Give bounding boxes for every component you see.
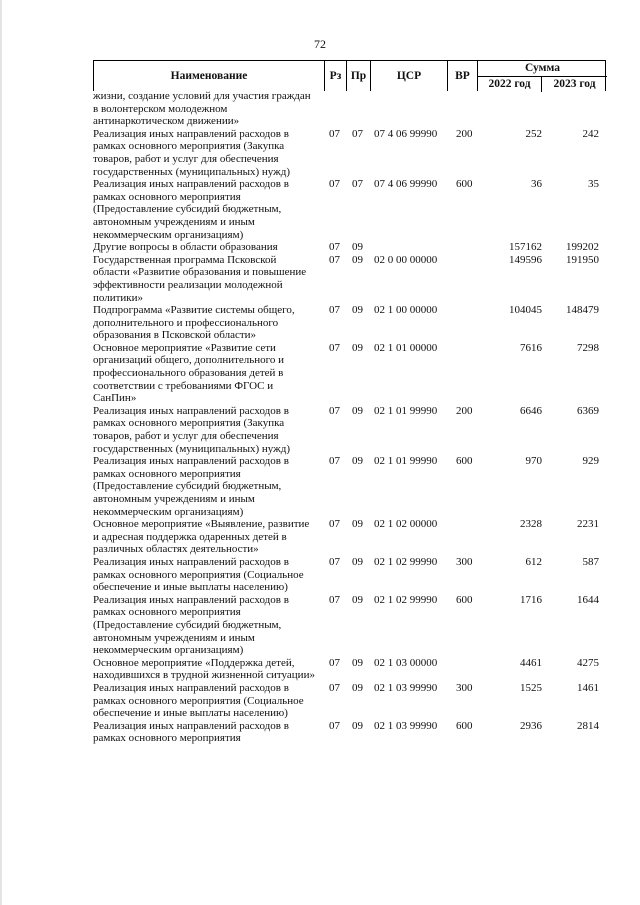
cell-name: Реализация иных направлений расходов в рамках основного мероприятия (Закупка товаров, работ и услуг для обеспечения государственных (муниципальных) нужд) xyxy=(93,127,290,178)
cell-pr: 09 xyxy=(352,253,363,266)
cell-csr: 02 1 00 00000 xyxy=(374,304,438,317)
cell-2022: 1716 xyxy=(520,593,542,606)
cell-2022: 104045 xyxy=(509,304,542,317)
table-row xyxy=(93,455,608,518)
cell-pr: 09 xyxy=(352,341,363,354)
cell-name: Основное мероприятие «Развитие сети организаций общего, дополнительного и профессионального образования детей в соответствии с требованиями ФГОС и СанПин» xyxy=(93,341,285,405)
cell-2023: 7298 xyxy=(577,341,599,354)
cell-rz: 07 xyxy=(329,241,340,254)
cell-vr: 200 xyxy=(456,127,473,140)
cell-rz: 07 xyxy=(329,253,340,266)
header-year-2022: 2022 год xyxy=(478,76,542,92)
table-body xyxy=(93,90,608,745)
table-row xyxy=(93,594,608,657)
cell-2022: 6646 xyxy=(520,404,542,417)
cell-rz: 07 xyxy=(329,681,340,694)
header-sum-title: Сумма xyxy=(478,61,607,77)
cell-vr: 600 xyxy=(456,593,473,606)
cell-2023: 1461 xyxy=(577,681,599,694)
cell-name: Реализация иных направлений расходов в рамках основного мероприятия (Социальное обеспечение и иные выплаты населению) xyxy=(93,555,304,594)
cell-vr: 300 xyxy=(456,681,473,694)
header-year-2023: 2023 год xyxy=(553,78,596,90)
cell-rz: 07 xyxy=(329,455,340,468)
cell-pr: 09 xyxy=(352,404,363,417)
cell-name: Реализация иных направлений расходов в рамках основного мероприятия (Предоставление субсидий бюджетным, автономным учреждениям и иным некоммерческим организациям) xyxy=(93,455,289,518)
cell-name: Основное мероприятие «Выявление, развитие и адресная поддержка одаренных детей в различных областях деятельности» xyxy=(93,518,310,556)
cell-name: Подпрограмма «Развитие системы общего, дополнительного и профессионального образования в Псковской области» xyxy=(93,304,295,342)
cell-2022: 7616 xyxy=(520,341,542,354)
cell-csr: 07 4 06 99990 xyxy=(374,127,438,140)
cell-name: Основное мероприятие «Поддержка детей, находившихся в трудной жизненной ситуации» xyxy=(93,656,315,682)
header-rz: Рз xyxy=(324,60,346,91)
table-row xyxy=(93,556,608,594)
table-row xyxy=(93,342,608,405)
cell-rz: 07 xyxy=(329,127,340,140)
table-row xyxy=(93,657,608,682)
cell-2022: 149596 xyxy=(509,253,542,266)
cell-pr: 09 xyxy=(352,304,363,317)
cell-rz: 07 xyxy=(329,304,340,317)
cell-2023: 242 xyxy=(582,127,599,140)
cell-2023: 148479 xyxy=(566,304,599,317)
cell-pr: 09 xyxy=(352,656,363,669)
cell-pr: 09 xyxy=(352,518,363,531)
table-row xyxy=(93,254,608,304)
header-pr: Пр xyxy=(346,60,370,91)
cell-pr: 09 xyxy=(352,555,363,568)
cell-rz: 07 xyxy=(329,178,340,191)
cell-pr: 09 xyxy=(352,593,363,606)
cell-name: Государственная программа Псковской области «Развитие образования и повышение эффективности реализации молодежной политики» xyxy=(93,253,307,304)
cell-csr: 02 1 01 99990 xyxy=(374,455,438,468)
cell-csr: 02 1 01 99990 xyxy=(374,404,438,417)
cell-2022: 36 xyxy=(531,178,542,191)
table-row xyxy=(93,128,608,178)
cell-rz: 07 xyxy=(329,341,340,354)
cell-2023: 929 xyxy=(582,455,599,468)
cell-csr: 07 4 06 99990 xyxy=(374,178,438,191)
cell-2023: 2814 xyxy=(577,719,599,732)
cell-2022: 4461 xyxy=(520,656,542,669)
table-row xyxy=(93,720,608,745)
cell-name: Реализация иных направлений расходов в рамках основного мероприятия (Предоставление субсидий бюджетным, автономным учреждениям и иным некоммерческим организациям) xyxy=(93,593,289,657)
cell-csr: 02 1 01 00000 xyxy=(374,341,438,354)
table-row xyxy=(93,518,608,556)
cell-csr: 02 1 03 99990 xyxy=(374,719,438,732)
cell-rz: 07 xyxy=(329,656,340,669)
cell-pr: 07 xyxy=(352,127,363,140)
cell-2023: 587 xyxy=(582,555,599,568)
cell-2023: 191950 xyxy=(566,253,599,266)
cell-vr: 600 xyxy=(456,178,473,191)
page-edge xyxy=(0,0,2,905)
cell-2022: 970 xyxy=(525,455,542,468)
cell-vr: 600 xyxy=(456,455,473,468)
cell-rz: 07 xyxy=(329,719,340,732)
cell-2022: 252 xyxy=(525,127,542,140)
cell-2022: 157162 xyxy=(509,241,542,254)
table-row xyxy=(93,405,608,455)
cell-pr: 09 xyxy=(352,241,363,254)
cell-rz: 07 xyxy=(329,404,340,417)
header-sum xyxy=(477,60,606,91)
cell-name: Реализация иных направлений расходов в рамках основного мероприятия xyxy=(93,719,289,745)
cell-2023: 199202 xyxy=(566,241,599,254)
cell-rz: 07 xyxy=(329,518,340,531)
cell-name: Реализация иных направлений расходов в рамках основного мероприятия (Закупка товаров, работ и услуг для обеспечения государственных (муниципальных) нужд) xyxy=(93,404,290,455)
cell-name: Другие вопросы в области образования xyxy=(93,241,278,254)
cell-2023: 35 xyxy=(588,178,599,191)
cell-vr: 300 xyxy=(456,555,473,568)
header-name: Наименование xyxy=(93,60,324,91)
cell-rz: 07 xyxy=(329,593,340,606)
table-row xyxy=(93,178,608,241)
cell-2022: 2936 xyxy=(520,719,542,732)
cell-name: Реализация иных направлений расходов в рамках основного мероприятия (Социальное обеспечение и иные выплаты населению) xyxy=(93,681,304,720)
table-row xyxy=(93,90,608,128)
cell-vr: 200 xyxy=(456,404,473,417)
cell-rz: 07 xyxy=(329,555,340,568)
header-csr: ЦСР xyxy=(370,60,447,91)
cell-2023: 1644 xyxy=(577,593,599,606)
cell-name: жизни, создание условий для участия граждан в волонтерском молодежном антинаркотическом движении» xyxy=(93,90,311,128)
cell-name: Реализация иных направлений расходов в рамках основного мероприятия (Предоставление субсидий бюджетным, автономным учреждениям и иным некоммерческим организациям) xyxy=(93,178,289,241)
table-header xyxy=(93,60,606,91)
page-number: 72 xyxy=(314,37,326,51)
cell-pr: 09 xyxy=(352,455,363,468)
cell-csr: 02 1 02 00000 xyxy=(374,518,438,531)
cell-pr: 09 xyxy=(352,719,363,732)
cell-csr: 02 1 02 99990 xyxy=(374,593,438,606)
cell-csr: 02 1 03 99990 xyxy=(374,681,438,694)
cell-csr: 02 0 00 00000 xyxy=(374,253,438,266)
cell-2023: 4275 xyxy=(577,656,599,669)
cell-2023: 2231 xyxy=(577,518,599,531)
cell-csr: 02 1 03 00000 xyxy=(374,656,438,669)
cell-pr: 07 xyxy=(352,178,363,191)
table-row xyxy=(93,241,608,254)
cell-2022: 612 xyxy=(525,555,542,568)
cell-2022: 1525 xyxy=(520,681,542,694)
cell-csr: 02 1 02 99990 xyxy=(374,555,438,568)
header-vr: ВР xyxy=(447,60,477,91)
table-row xyxy=(93,304,608,342)
table-row xyxy=(93,682,608,720)
cell-2023: 6369 xyxy=(577,404,599,417)
cell-vr: 600 xyxy=(456,719,473,732)
cell-pr: 09 xyxy=(352,681,363,694)
cell-2022: 2328 xyxy=(520,518,542,531)
